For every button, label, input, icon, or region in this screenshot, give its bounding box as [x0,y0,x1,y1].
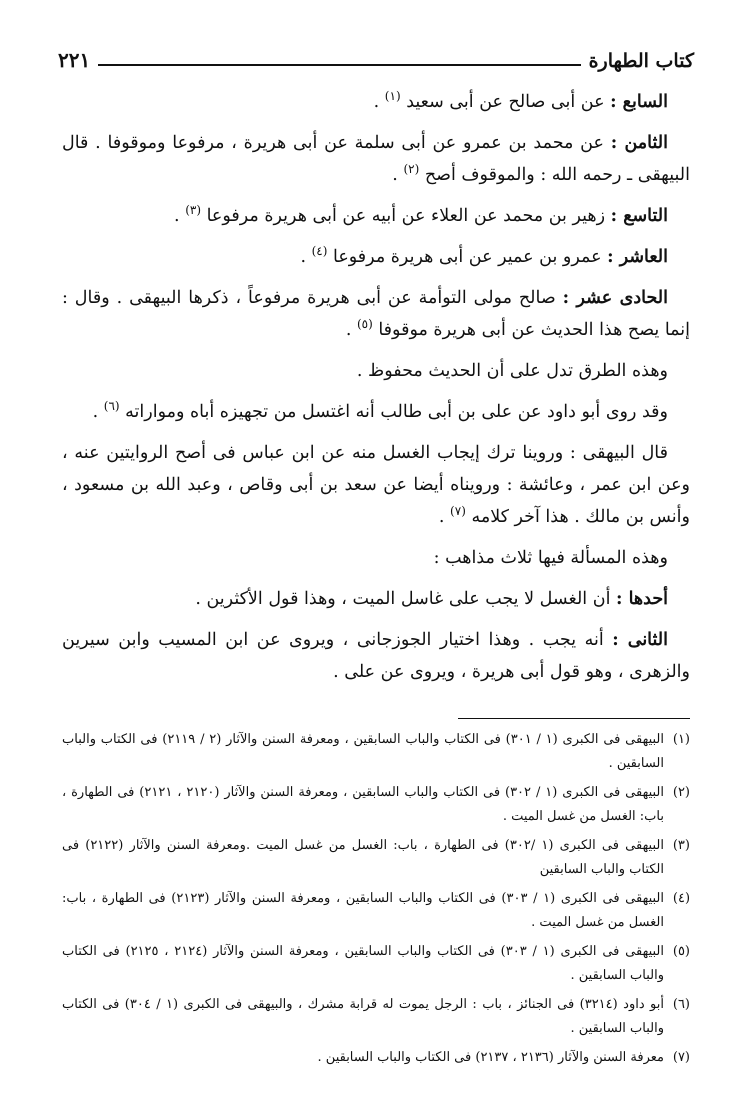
footnote-number: (٤) [672,891,691,906]
paragraph-tail: . [438,507,451,527]
paragraph-tail: . [300,247,312,267]
paragraph-lead: العاشر : [607,247,668,267]
footnote [62,1046,690,1070]
paragraph [62,396,690,428]
footnote-ref: (١) [384,89,401,104]
header-rule [98,64,580,66]
paragraph [62,583,690,615]
paragraph-lead: أحدها : [616,589,668,609]
footnote-ref: (٢) [403,162,420,177]
paragraph-lead: الحادى عشر : [562,288,668,308]
paragraph-text: عن محمد بن عمرو عن أبى سلمة عن أبى هريرة ، مرفوعا وموقوفا . قال البيهقى ـ رحمه الله : والموقوف أصح [62,133,690,185]
paragraph [62,355,690,387]
paragraph [62,200,690,232]
footnote-separator [458,718,690,719]
footnote-number: (١) [672,732,690,747]
footnote-ref: (٤) [311,244,328,259]
paragraph [62,437,690,533]
paragraph-text: عن أبى صالح عن أبى سعيد [400,92,611,112]
footnote-ref: (٣) [185,203,202,218]
footnote-ref: (٦) [103,399,120,414]
footnote-text: أبو داود (٣٢١٤) فى الجنائز ، باب : الرجل يموت له قرابة مشرك ، والبيهقى فى الكبرى (١ / ٣٠٤) فى الكتاب والباب السابقين . [62,997,664,1036]
footnote-text: البيهقى فى الكبرى (١ / ٣٠٣) فى الكتاب والباب السابقين ، ومعرفة السنن والآثار (٢١٢٣) فى الطهارة ، باب: الغسل من غسل الميت . [62,891,665,930]
paragraph-tail: . [345,320,357,340]
footnote [62,781,690,828]
paragraph-lead: التاسع : [610,206,668,226]
paragraph-text: أنه يجب . وهذا اختيار الجوزجانى ، ويروى عن ابن المسيب وابن سيرين والزهرى ، وهو قول أبى هريرة ، ويروى عن على . [62,630,690,682]
paragraph-text: وهذه الطرق تدل على أن الحديث محفوظ . [356,361,668,381]
chapter-title: كتاب الطهارة [588,50,694,72]
footnote-number: (٧) [672,1050,690,1065]
footnote-number: (٣) [672,838,690,853]
paragraph [62,542,690,574]
footnote-number: (٦) [672,997,690,1012]
footnote-text: البيهقى فى الكبرى (١ / ٣٠٣) فى الكتاب والباب السابقين ، ومعرفة السنن والآثار (٢١٢٤ ، ٢١٢٥) فى الكتاب والباب السابقين . [62,944,664,983]
footnote-text: البيهقى فى الكبرى (١ / ٣٠١) فى الكتاب والباب السابقين ، ومعرفة السنن والآثار (٢ / ٢١١٩) فى الكتاب والباب السابقين . [62,732,664,771]
paragraph [62,127,690,191]
paragraph-text: عمرو بن عمير عن أبى هريرة مرفوعا [327,247,608,267]
paragraph-tail: . [392,165,404,185]
footnote-number: (٢) [672,785,690,800]
paragraph-tail: . [373,92,385,112]
paragraph [62,624,690,688]
footnote [62,887,690,934]
footnote-text: البيهقى فى الكبرى (١ / ٣٠٢) فى الكتاب والباب السابقين ، ومعرفة السنن والآثار (٢١٢٠ ، ٢١٢١) فى الطهارة ، باب: الغسل من غسل الميت . [62,785,664,824]
paragraph-tail: . [174,206,186,226]
paragraph [62,86,690,118]
paragraph-text: وهذه المسألة فيها ثلاث مذاهب : [433,548,668,568]
footnote-text: البيهقى فى الكبرى (١ /٣٠٢) فى الطهارة ، باب: الغسل من غسل الميت .ومعرفة السنن والآثار (٢١٢٢) فى الكتاب والباب السابقين [62,838,664,877]
paragraph-text: قال البيهقى : وروينا ترك إيجاب الغسل منه عن ابن عباس فى أصح الروايتين عنه ، وعن ابن عمر ، وعائشة : ورويناه أيضا عن سعد بن أبى وقاص ، وعبد الله بن مسعود ، وأنس بن مالك . هذا آخر كلامه [62,443,690,527]
paragraph [62,282,690,346]
running-header [58,38,694,76]
footnote-ref: (٧) [450,504,466,519]
footnote [62,940,690,987]
main-text [62,86,690,697]
footnote-ref: (٥) [356,317,373,332]
paragraph [62,241,690,273]
footnote [62,993,690,1040]
footnote [62,728,690,775]
paragraph-text: زهير بن محمد عن العلاء عن أبيه عن أبى هريرة مرفوعا [201,206,611,226]
paragraph-text: وقد روى أبو داود عن على بن أبى طالب أنه اغتسل من تجهيزه أباه ومواراته [119,402,668,422]
footnotes [62,728,690,1076]
footnote-text: معرفة السنن والآثار (٢١٣٦ ، ٢١٣٧) فى الكتاب والباب السابقين . [317,1050,664,1065]
paragraph-tail: . [92,402,104,422]
paragraph-text: صالح مولى التوأمة عن أبى هريرة مرفوعاً ، ذكرها البيهقى . وقال : إنما يصح هذا الحديث عن أبى هريرة موقوفا [62,288,690,340]
footnote-number: (٥) [672,944,690,959]
paragraph-lead: الثامن : [610,133,668,153]
page-number: ٢٢١ [58,48,91,72]
paragraph-lead: السابع : [610,92,668,112]
footnote [62,834,690,881]
paragraph-text: أن الغسل لا يجب على غاسل الميت ، وهذا قول الأكثرين . [195,589,617,609]
paragraph-lead: الثانى : [612,630,668,650]
